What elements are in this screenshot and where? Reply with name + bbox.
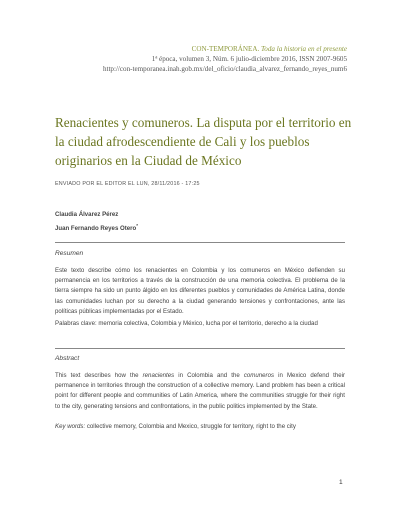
abstract-heading: Abstract	[55, 355, 80, 362]
resumen-heading: Resumen	[55, 250, 84, 257]
resumen-keywords: Palabras clave: memoria colectiva, Colombia y México, lucha por el territorio, derecho a la ciudad	[55, 320, 318, 327]
abstract-keywords	[55, 422, 345, 432]
issue-line: 1ª época, volumen 3, Núm. 6 julio-diciembre 2016, ISSN 2007-9605	[151, 55, 347, 64]
page-number: 1	[339, 479, 343, 486]
abstract-text: in Mexico defend their permanence in territories through the construction of a collective memory. Land problem has been a critical point for different people and communities of Latin America, where the communities struggle for their right to the city, generating tensions and confrontations, in the public politics implemented by the State.	[55, 372, 346, 410]
section-divider	[55, 242, 345, 243]
author-list	[55, 209, 138, 234]
journal-tagline: Toda la historia en el presente	[261, 45, 347, 53]
journal-title-line	[47, 44, 347, 54]
author-name-text: Juan Fernando Reyes Otero	[55, 225, 137, 233]
abstract-text: This text describes how the	[55, 372, 143, 379]
abstract-text: in Colombia and the	[174, 372, 244, 379]
keywords-label: Key words:	[55, 423, 86, 430]
submission-info: ENVIADO POR EL EDITOR EL LUN, 28/11/2016 - 17:25	[55, 181, 200, 187]
section-divider	[55, 348, 345, 349]
article-title: Renacientes y comuneros. La disputa por el territorio en la ciudad afrodescendiente de Cali y los pueblos originarios en la Ciudad de México	[55, 115, 352, 168]
author-name: Claudia Álvarez Pérez	[55, 211, 119, 218]
resumen-body: Este texto describe cómo los renacientes en Colombia y los comuneros en México defienden su permanencia en los territorios a través de la construcción de una memoria colectiva. El problema de la tierra siempre ha sido un punto álgido en los diferentes pueblos y comunidades de América Latina, donde las comunidades luchan por su derecho a la ciudad generando tensiones y confrontaciones, ante las políticas públicas implementadas por el Estado.	[55, 267, 345, 315]
abstract-term: comuneros	[243, 372, 275, 379]
journal-name: CON-TEMPORÁNEA.	[191, 45, 260, 53]
author-footnote-mark[interactable]: *	[136, 223, 139, 228]
abstract-body	[55, 371, 345, 412]
article-url[interactable]: http://con-temporanea.inah.gob.mx/del_oficio/claudia_alvarez_fernando_reyes_num6	[102, 65, 347, 74]
journal-header	[47, 44, 347, 75]
keywords-text: collective memory, Colombia and Mexico, struggle for territory, right to the city	[85, 423, 296, 430]
author-name-second	[55, 220, 138, 234]
abstract-term: renacientes	[142, 372, 175, 379]
